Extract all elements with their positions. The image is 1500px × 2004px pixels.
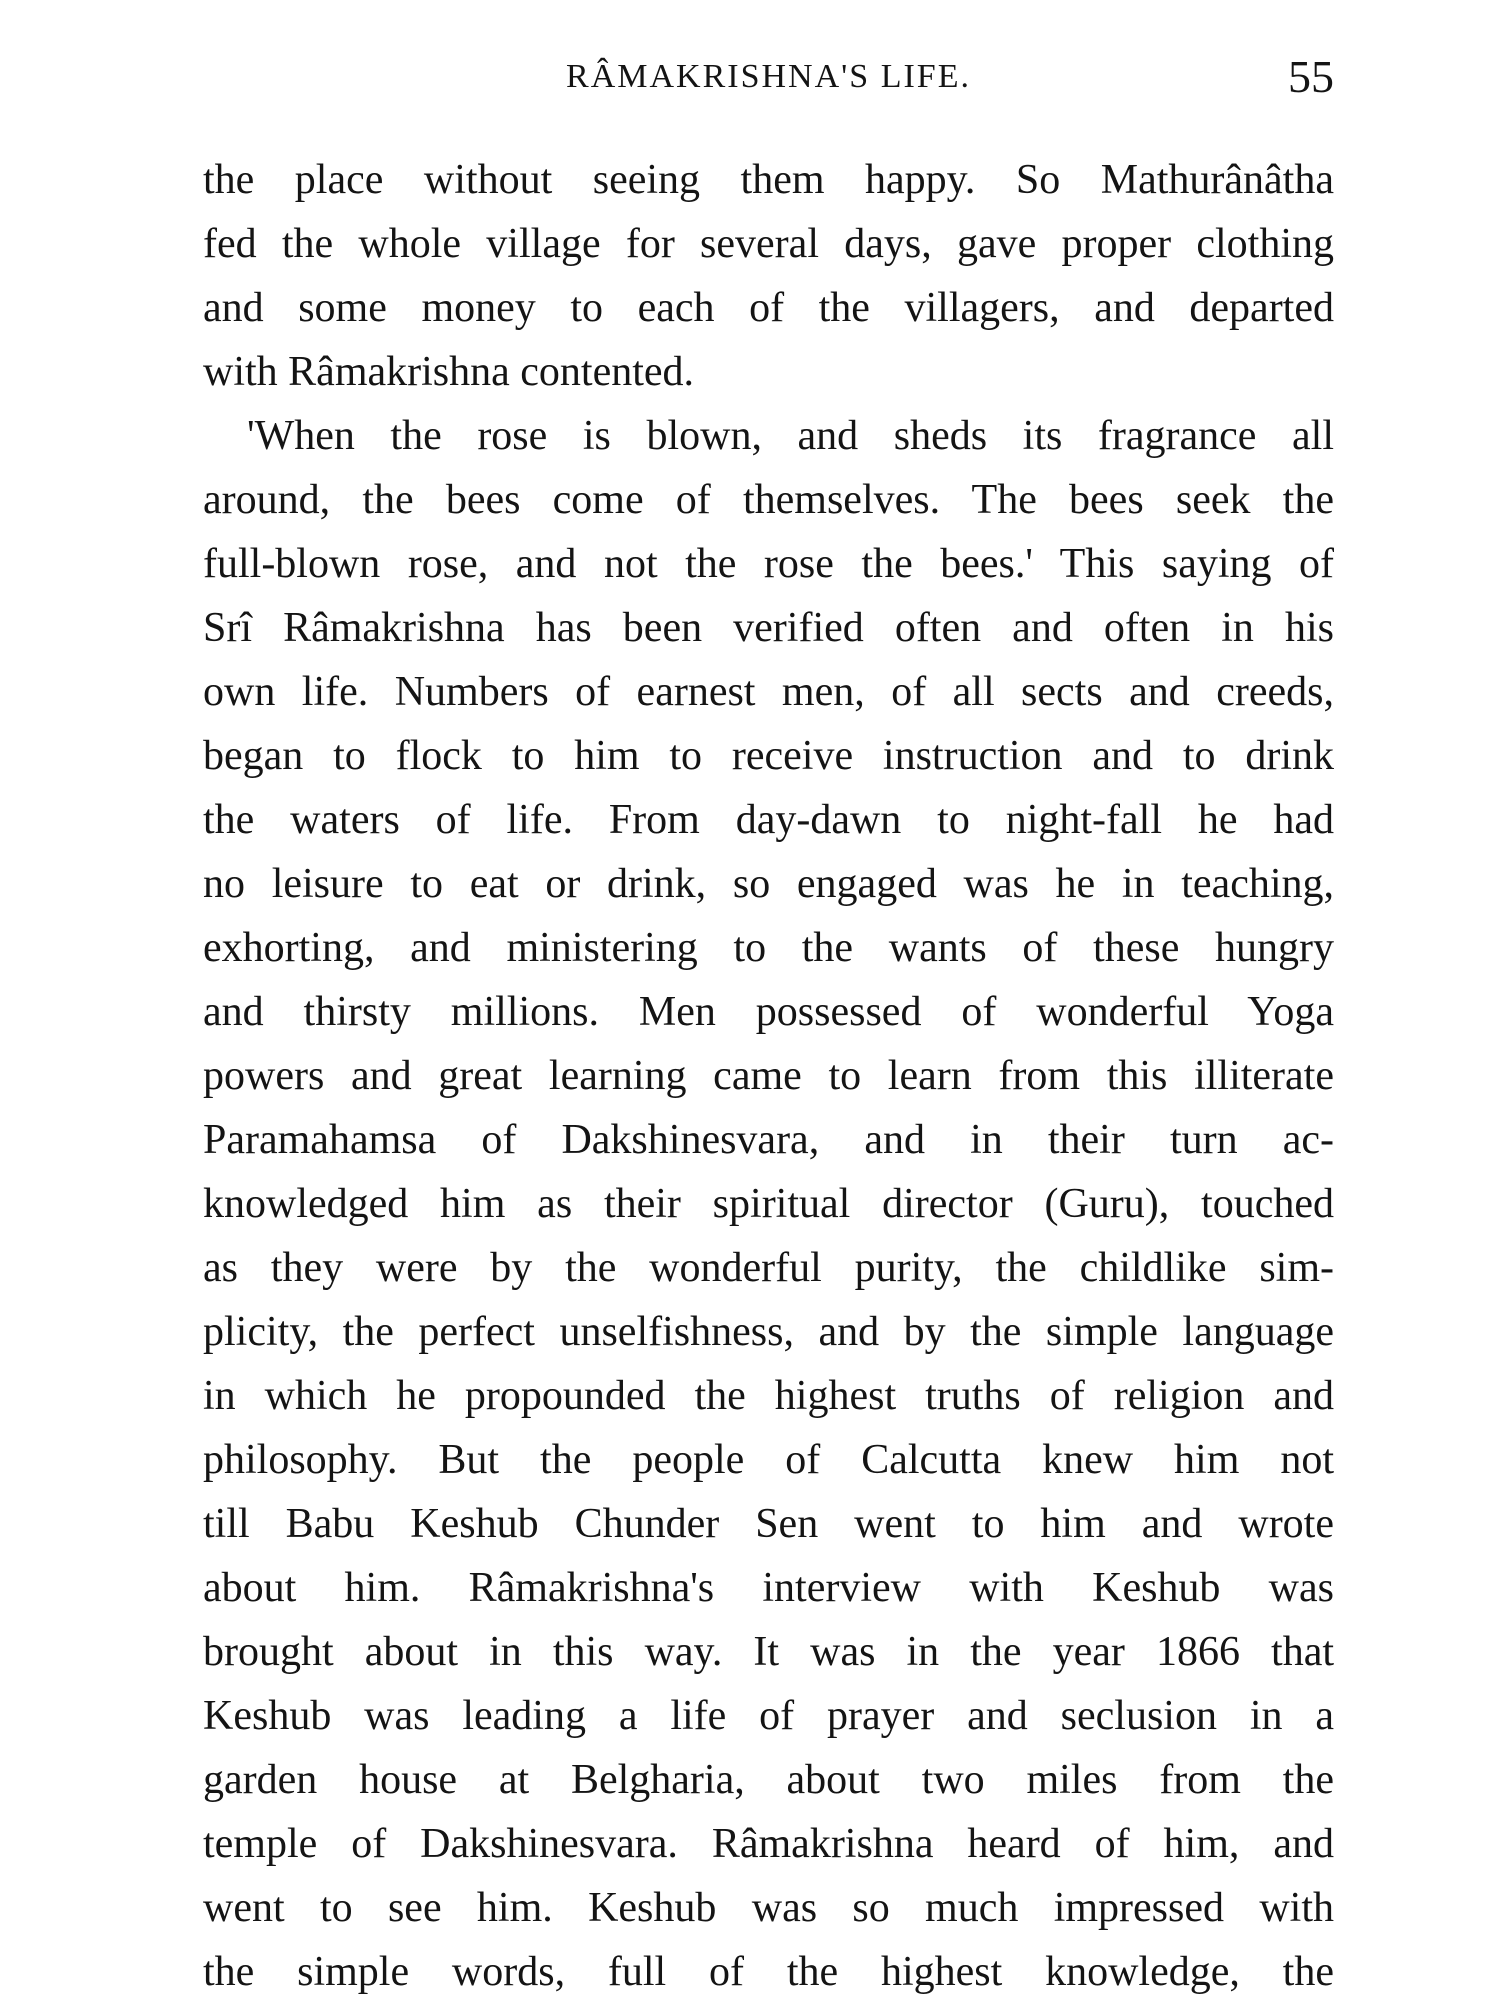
text-line: Keshub was leading a life of prayer and seclusion in a bbox=[203, 1693, 1334, 1739]
text-line: Paramahamsa of Dakshinesvara, and in their turn ac- bbox=[203, 1117, 1334, 1163]
text-line: around, the bees come of themselves. The bees seek the bbox=[203, 477, 1334, 523]
text-line: temple of Dakshinesvara. Râmakrishna heard of him, and bbox=[203, 1821, 1334, 1867]
text-line: and some money to each of the villagers, and departed bbox=[203, 285, 1334, 331]
page-number: 55 bbox=[1288, 51, 1334, 102]
text-line: knowledged him as their spiritual director (Guru), touched bbox=[203, 1181, 1334, 1227]
text-line: as they were by the wonderful purity, the childlike sim- bbox=[203, 1245, 1334, 1291]
text-line: with Râmakrishna contented. bbox=[203, 349, 695, 395]
text-line: went to see him. Keshub was so much impressed with bbox=[203, 1885, 1334, 1931]
text-line: the simple words, full of the highest knowledge, the bbox=[203, 1949, 1334, 1995]
running-header bbox=[203, 46, 1334, 126]
text-line: Srî Râmakrishna has been verified often and often in his bbox=[203, 605, 1334, 651]
running-title: RÂMAKRISHNA'S LIFE. bbox=[566, 58, 971, 95]
text-line: own life. Numbers of earnest men, of all sects and creeds, bbox=[203, 669, 1334, 715]
text-line: 'When the rose is blown, and sheds its fragrance all bbox=[247, 413, 1334, 459]
text-line: and thirsty millions. Men possessed of wonderful Yoga bbox=[203, 989, 1334, 1035]
text-line: garden house at Belgharia, about two miles from the bbox=[203, 1757, 1334, 1803]
text-line: philosophy. But the people of Calcutta knew him not bbox=[203, 1437, 1334, 1483]
text-line: in which he propounded the highest truths of religion and bbox=[203, 1373, 1334, 1419]
text-line: brought about in this way. It was in the year 1866 that bbox=[203, 1629, 1334, 1675]
text-line: the waters of life. From day-dawn to night-fall he had bbox=[203, 797, 1334, 843]
text-line: began to flock to him to receive instruction and to drink bbox=[203, 733, 1334, 779]
text-line: the place without seeing them happy. So Mathurânâtha bbox=[203, 157, 1334, 203]
text-line: powers and great learning came to learn from this illiterate bbox=[203, 1053, 1334, 1099]
body-text bbox=[203, 148, 1334, 2004]
text-line: till Babu Keshub Chunder Sen went to him and wrote bbox=[203, 1501, 1334, 1547]
text-line: full-blown rose, and not the rose the bees.' This saying of bbox=[203, 541, 1334, 587]
text-line: plicity, the perfect unselfishness, and by the simple language bbox=[203, 1309, 1334, 1355]
text-line: fed the whole village for several days, gave proper clothing bbox=[203, 221, 1334, 267]
text-line: about him. Râmakrishna's interview with Keshub was bbox=[203, 1565, 1334, 1611]
text-line: exhorting, and ministering to the wants of these hungry bbox=[203, 925, 1334, 971]
text-line: no leisure to eat or drink, so engaged was he in teaching, bbox=[203, 861, 1334, 907]
